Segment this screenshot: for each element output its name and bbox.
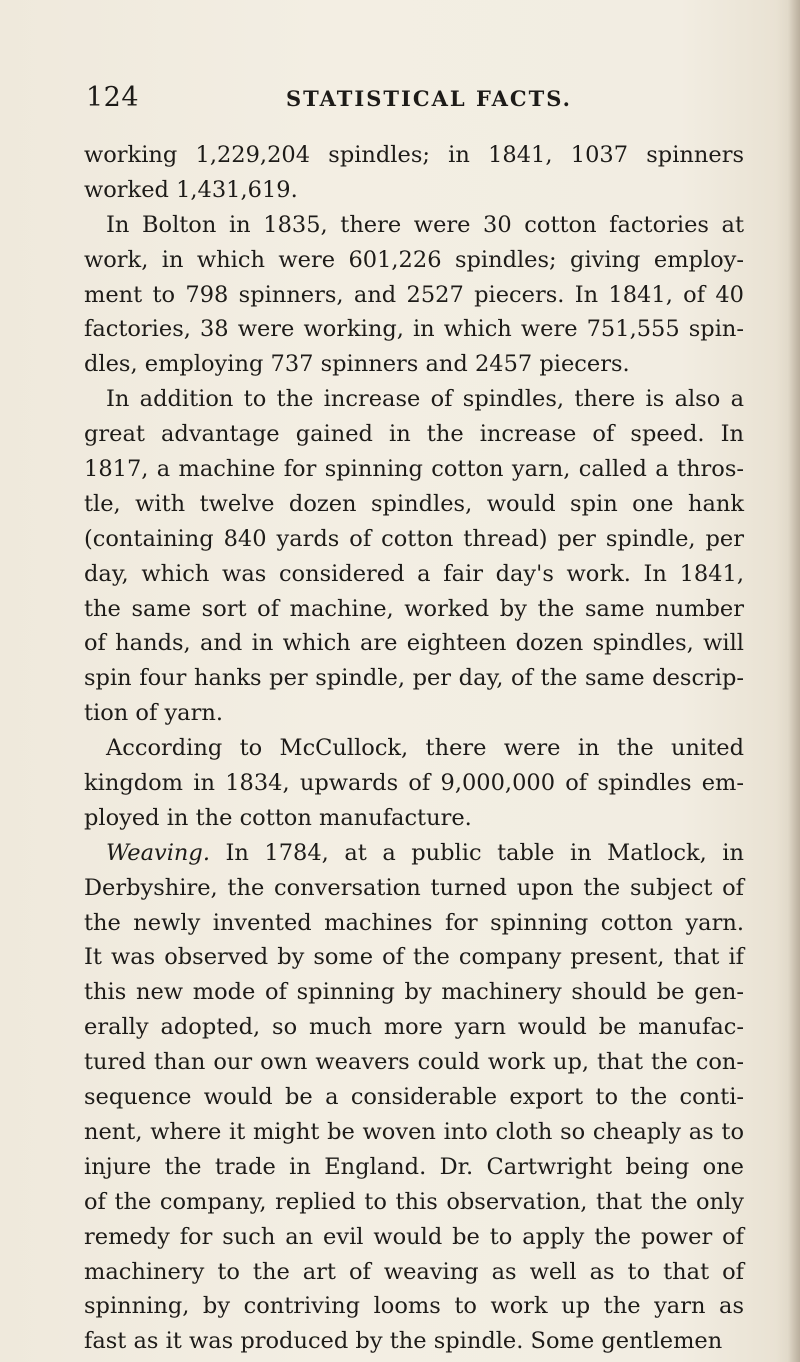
- text-line: In addition to the increase of spindles, there is also a: [106, 386, 744, 413]
- text-line: of hands, and in which are eighteen dozen spindles, will: [84, 630, 744, 657]
- text-line: erally adopted, so much more yarn would be manufac-: [84, 1014, 744, 1041]
- text-line: In Bolton in 1835, there were 30 cotton factories at: [106, 211, 744, 238]
- text-line: work, in which were 601,226 spindles; giving employ-: [84, 246, 744, 273]
- text-line: the newly invented machines for spinning cotton yarn.: [84, 909, 744, 936]
- text-line: ment to 798 spinners, and 2527 piecers. In 1841, of 40: [84, 281, 744, 308]
- text-line: spinning, by contriving looms to work up the yarn as: [84, 1293, 744, 1320]
- text-line: Derbyshire, the conversation turned upon the subject of: [84, 874, 744, 901]
- text-line: nent, where it might be woven into cloth so cheaply as to: [84, 1118, 744, 1145]
- text-line: sequence would be a considerable export to the conti-: [84, 1084, 744, 1111]
- text-line: great advantage gained in the increase of speed. In: [84, 421, 744, 448]
- text-line: tion of yarn.: [84, 700, 223, 727]
- page-edge-shadow: [788, 0, 800, 1362]
- running-head: STATISTICAL FACTS.: [286, 86, 572, 111]
- weaving-line-text: In 1784, at a public table in Matlock, in: [225, 839, 744, 866]
- text-line: this new mode of spinning by machinery should be gen-: [84, 979, 744, 1006]
- text-line: the same sort of machine, worked by the same number: [84, 595, 744, 622]
- text-line: 1817, a machine for spinning cotton yarn, called a thros-: [84, 456, 744, 483]
- text-line-weaving: [84, 836, 744, 871]
- text-line: ployed in the cotton manufacture.: [84, 804, 472, 831]
- text-line: day, which was considered a fair day's work. In 1841,: [84, 560, 744, 587]
- text-line: spin four hanks per spindle, per day, of the same descrip-: [84, 665, 744, 692]
- text-line: of the company, replied to this observation, that the only: [84, 1188, 744, 1215]
- page-number: 124: [86, 82, 140, 113]
- text-line: It was observed by some of the company present, that if: [84, 944, 744, 971]
- text-line: According to McCullock, there were in the united: [106, 735, 744, 762]
- text-line: kingdom in 1834, upwards of 9,000,000 of spindles em-: [84, 770, 744, 797]
- text-line: fast as it was produced by the spindle. Some gentlemen: [84, 1328, 723, 1355]
- text-line: remedy for such an evil would be to apply the power of: [84, 1223, 744, 1250]
- body-text: [84, 138, 744, 1359]
- text-line: dles, employing 737 spinners and 2457 piecers.: [84, 351, 630, 378]
- page-header: [86, 82, 736, 122]
- weaving-heading: Weaving.: [106, 839, 210, 866]
- text-line: factories, 38 were working, in which were 751,555 spin-: [84, 316, 744, 343]
- text-line: (containing 840 yards of cotton thread) per spindle, per: [84, 525, 744, 552]
- text-line: injure the trade in England. Dr. Cartwright being one: [84, 1153, 744, 1180]
- text-line: worked 1,431,619.: [84, 176, 298, 203]
- text-line: machinery to the art of weaving as well as to that of: [84, 1258, 744, 1285]
- text-line: tle, with twelve dozen spindles, would spin one hank: [84, 490, 744, 517]
- text-line: working 1,229,204 spindles; in 1841, 1037 spinners: [84, 142, 744, 168]
- text-line: tured than our own weavers could work up, that the con-: [84, 1049, 744, 1076]
